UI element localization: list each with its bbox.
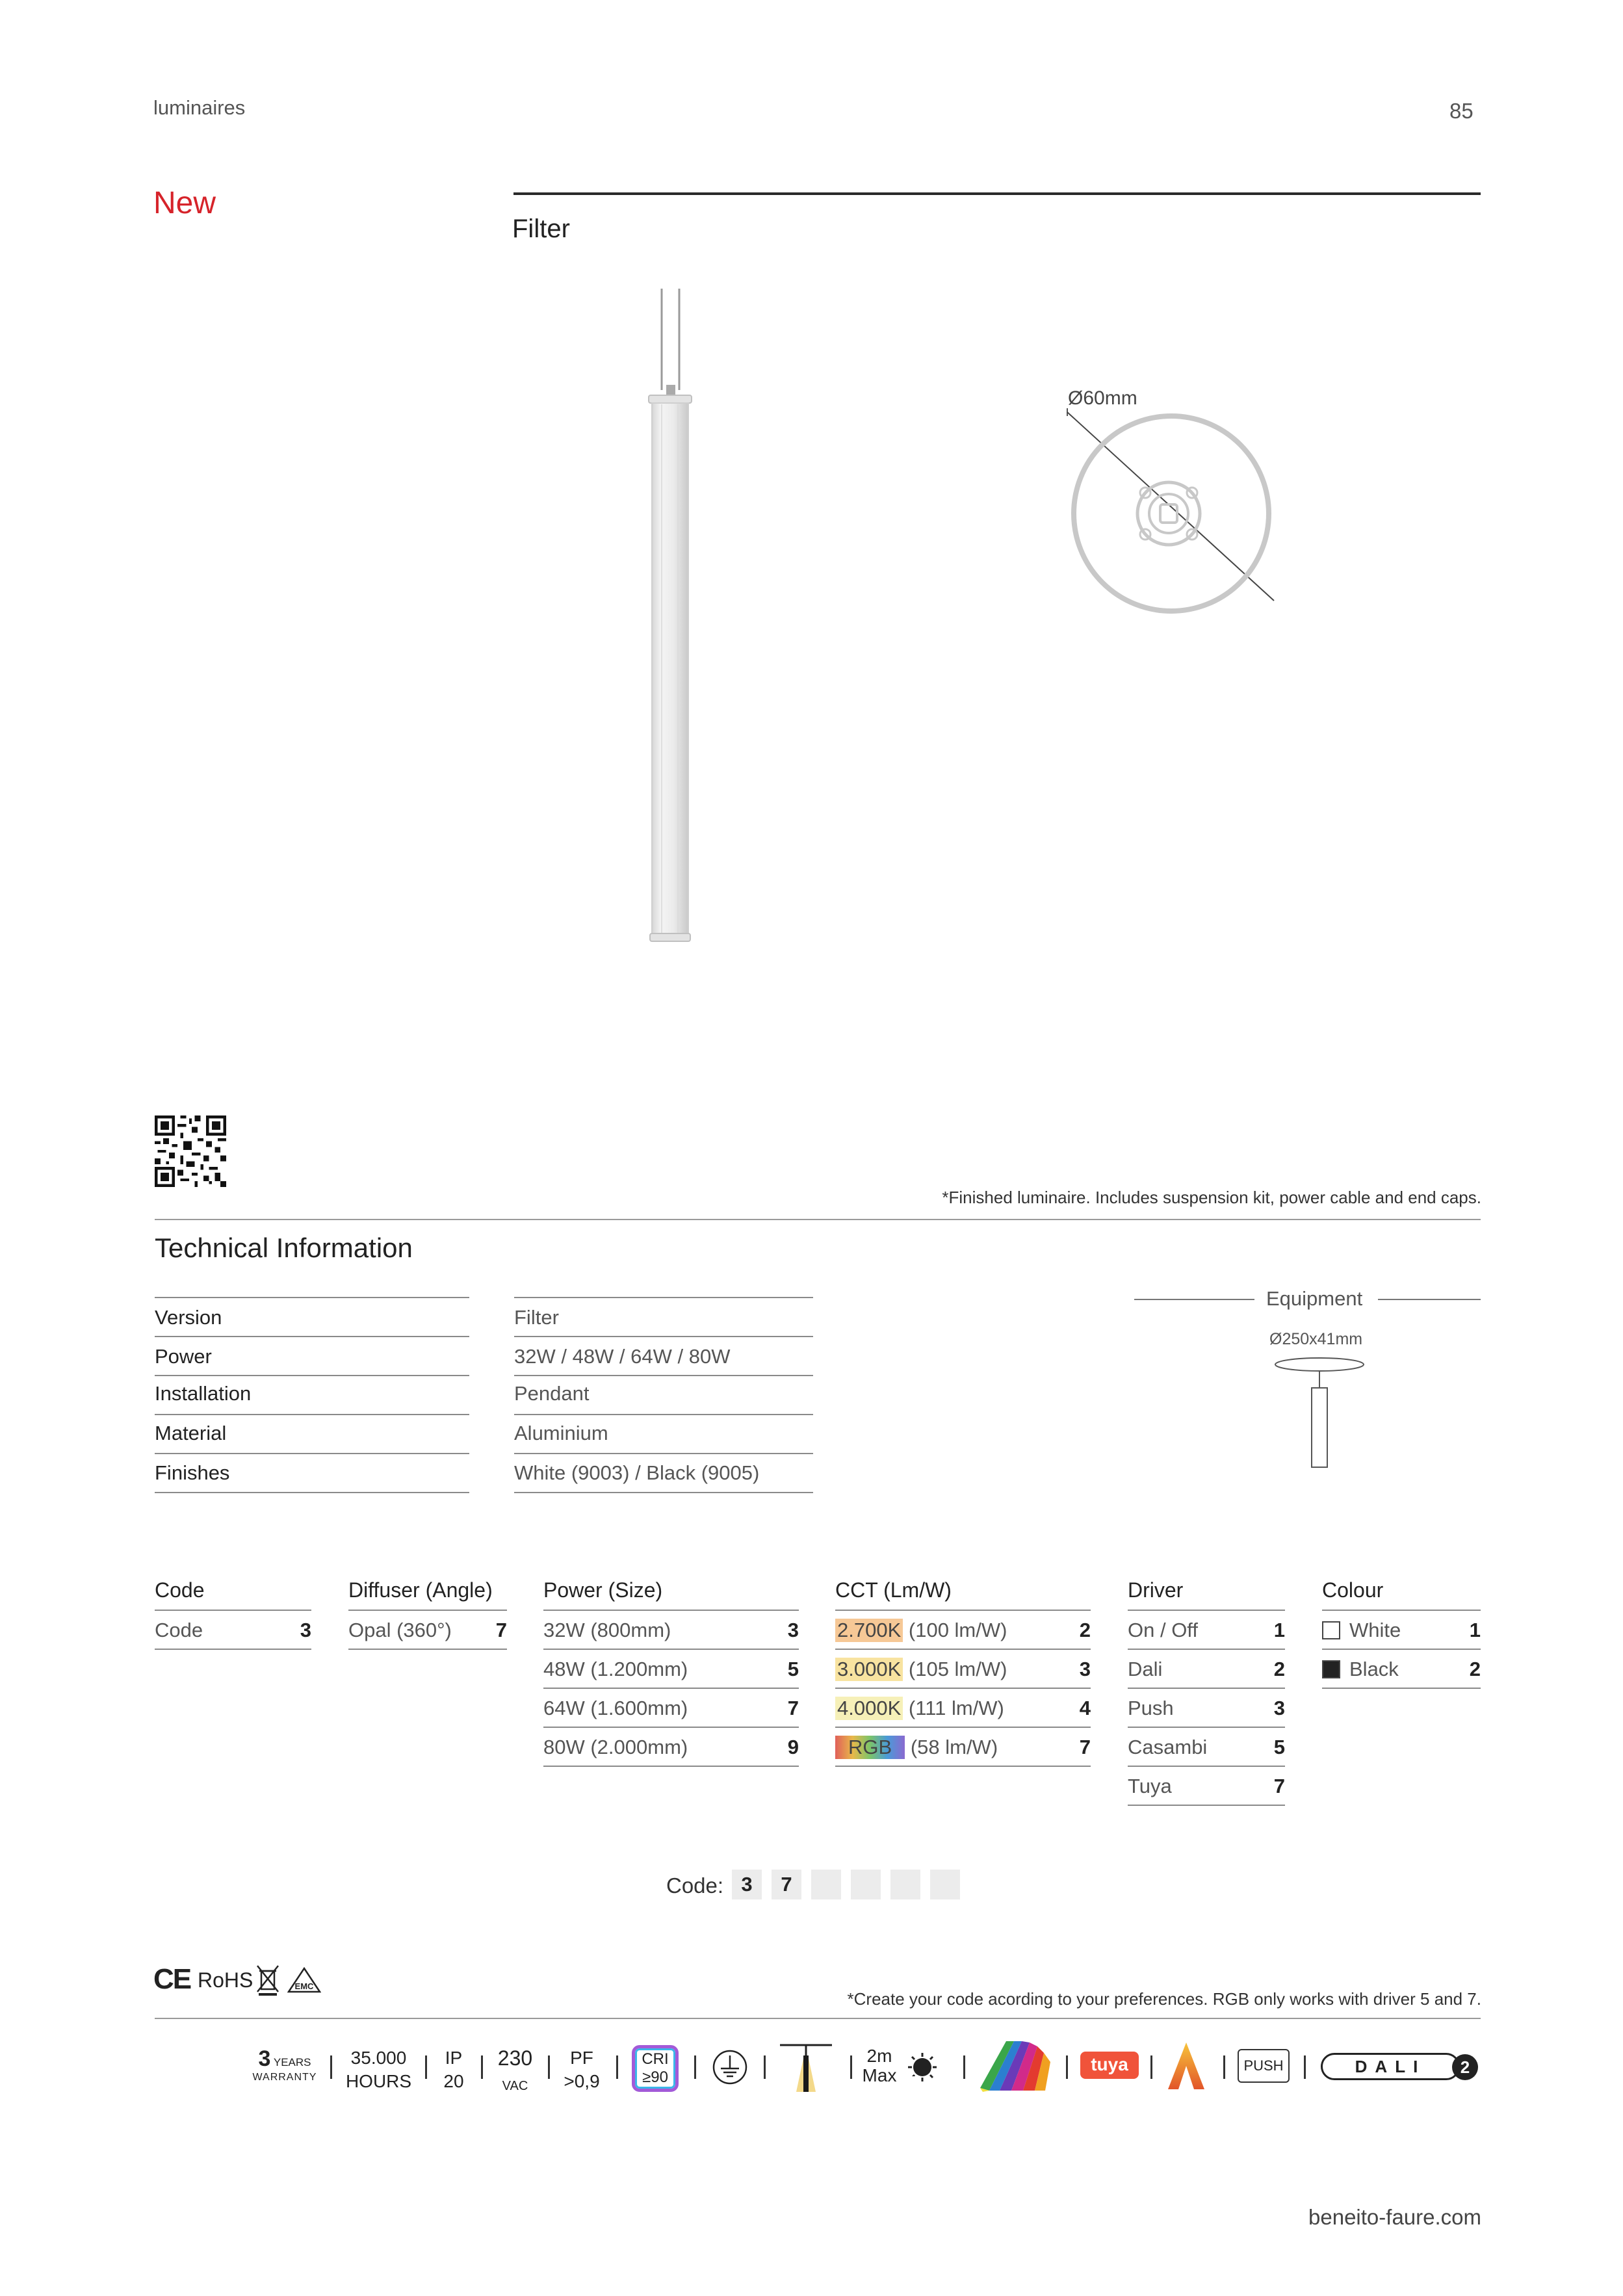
- spec-divider: [514, 1492, 813, 1493]
- product-title: Filter: [512, 215, 570, 243]
- rgb-colour-fan-icon: [978, 2039, 1053, 2092]
- option-code: 2: [1273, 1658, 1285, 1680]
- option-code: 3: [1079, 1658, 1091, 1680]
- weee-bin-icon: [255, 1963, 281, 1997]
- voltage-label: VAC: [502, 2079, 528, 2093]
- code-slot[interactable]: [930, 1870, 960, 1899]
- cct-efficacy: (100 lm/W): [908, 1619, 1007, 1641]
- cct-chip: 3.000K: [835, 1658, 903, 1681]
- icon-separator: [616, 2055, 618, 2079]
- spec-value: Aluminium: [514, 1422, 608, 1444]
- tech-divider: [155, 1219, 1481, 1220]
- dali-logo: DALI: [1321, 2053, 1460, 2080]
- icon-separator: [694, 2055, 696, 2079]
- option-label: Push: [1128, 1697, 1174, 1719]
- cri-value: ≥90: [642, 2068, 668, 2086]
- rohs-mark: RoHS: [198, 1968, 253, 1992]
- table-row[interactable]: [1128, 1649, 1285, 1688]
- option-label: 80W (2.000mm): [543, 1736, 688, 1758]
- hours-label: HOURS: [345, 2071, 412, 2091]
- icon-separator: [1304, 2055, 1306, 2079]
- dimmable-gear-icon: [900, 2046, 939, 2085]
- option-code: 1: [1273, 1619, 1285, 1641]
- option-code: 7: [1273, 1775, 1285, 1797]
- cross-section-drawing: [1053, 384, 1287, 618]
- emc-mark-icon: [287, 1967, 321, 1993]
- equipment-dimension: Ø250x41mm: [1269, 1330, 1363, 1348]
- option-label: [1322, 1619, 1401, 1642]
- icon-separator: [1150, 2055, 1152, 2079]
- icon-separator: [963, 2055, 965, 2079]
- hours-value: 35.000: [350, 2048, 407, 2068]
- cable-length-label: Max: [862, 2065, 897, 2085]
- qr-code[interactable]: [155, 1115, 226, 1187]
- white-swatch: [1322, 1621, 1340, 1639]
- icon-separator: [1066, 2055, 1068, 2079]
- option-code: 2: [1079, 1619, 1091, 1641]
- page-number: 85: [1449, 99, 1474, 123]
- voltage-value: 230: [497, 2046, 533, 2070]
- cct-chip: RGB: [835, 1736, 905, 1759]
- option-label: On / Off: [1128, 1619, 1198, 1641]
- cct-efficacy: (105 lm/W): [908, 1658, 1007, 1680]
- spec-label: Installation: [155, 1382, 252, 1405]
- icon-separator: [481, 2055, 483, 2079]
- table-row[interactable]: [155, 1610, 311, 1650]
- table-row[interactable]: [543, 1688, 799, 1727]
- bottom-divider: [155, 2018, 1481, 2019]
- icon-separator: [1223, 2055, 1225, 2079]
- icon-separator: [764, 2055, 766, 2079]
- code-slot[interactable]: 7: [772, 1870, 801, 1899]
- table-row[interactable]: [1128, 1610, 1285, 1649]
- spec-label: Material: [155, 1422, 227, 1444]
- warranty-label: WARRANTY: [252, 2072, 317, 2083]
- emc-mark-text: EMC: [294, 1981, 314, 1991]
- spec-divider: [155, 1492, 469, 1493]
- table-row[interactable]: [543, 1610, 799, 1649]
- cct-column: [835, 1610, 1091, 1767]
- option-code: 9: [787, 1736, 799, 1758]
- pf-value: >0,9: [564, 2071, 600, 2091]
- finished-note: *Finished luminaire. Includes suspension kit, power cable and end caps.: [942, 1188, 1481, 1207]
- spec-row-installation: [155, 1374, 812, 1413]
- table-row[interactable]: [1128, 1688, 1285, 1727]
- option-code: 3: [1273, 1697, 1285, 1719]
- cable-length-badge: [859, 2046, 900, 2085]
- option-label: Casambi: [1128, 1736, 1208, 1758]
- table-row[interactable]: [348, 1610, 507, 1650]
- table-row[interactable]: [1322, 1649, 1481, 1689]
- option-code: 3: [300, 1619, 311, 1641]
- option-code: 2: [1469, 1658, 1481, 1680]
- black-swatch: [1322, 1660, 1340, 1678]
- table-row[interactable]: [835, 1649, 1091, 1688]
- table-row[interactable]: [835, 1727, 1091, 1767]
- product-image: [585, 286, 793, 1001]
- option-label: Dali: [1128, 1658, 1163, 1680]
- dali-version: 2: [1452, 2054, 1478, 2080]
- create-code-note: *Create your code acording to your preferences. RGB only works with driver 5 and 7.: [847, 1989, 1481, 2009]
- equipment-title: Equipment: [1266, 1287, 1363, 1310]
- option-code: 7: [1079, 1736, 1091, 1758]
- table-row[interactable]: [835, 1688, 1091, 1727]
- code-slot[interactable]: [851, 1870, 881, 1899]
- option-label: Tuya: [1128, 1775, 1172, 1797]
- option-code: 7: [495, 1619, 507, 1641]
- title-rule: [513, 192, 1481, 195]
- ce-mark-icon: CE: [153, 1963, 191, 1995]
- ip-rating-badge: [434, 2046, 473, 2093]
- icon-separator: [330, 2055, 332, 2079]
- option-label: [835, 1736, 998, 1759]
- equipment-drawing: [1271, 1355, 1368, 1472]
- code-slot[interactable]: 3: [732, 1870, 762, 1899]
- new-badge: New: [153, 186, 216, 220]
- cct-chip: 2.700K: [835, 1619, 903, 1642]
- option-label: [835, 1619, 1007, 1642]
- code-slot[interactable]: [811, 1870, 841, 1899]
- cct-efficacy: (58 lm/W): [910, 1736, 998, 1758]
- spec-label: Power: [155, 1345, 212, 1368]
- spec-value: White (9003) / Black (9005): [514, 1461, 760, 1484]
- option-code: 3: [787, 1619, 799, 1641]
- ip-label: IP: [445, 2048, 463, 2068]
- warranty-badge: [252, 2046, 317, 2083]
- option-label: [835, 1658, 1007, 1681]
- push-badge: PUSH: [1238, 2049, 1290, 2083]
- pf-label: PF: [570, 2048, 593, 2068]
- option-code: 5: [787, 1658, 799, 1680]
- table-row[interactable]: [835, 1610, 1091, 1649]
- ip-value: 20: [443, 2071, 464, 2091]
- option-label: 64W (1.600mm): [543, 1697, 688, 1719]
- cct-efficacy: (111 lm/W): [908, 1697, 1004, 1719]
- power-factor-badge: [556, 2046, 608, 2093]
- driver-column: [1128, 1610, 1285, 1806]
- light-beam-icon: [777, 2041, 835, 2093]
- spec-label: Finishes: [155, 1461, 230, 1484]
- warranty-years: YEARS: [273, 2056, 311, 2068]
- spec-value: Pendant: [514, 1382, 590, 1405]
- equipment-rule: [1378, 1299, 1481, 1300]
- option-label: 48W (1.200mm): [543, 1658, 688, 1680]
- code-column: [155, 1610, 311, 1650]
- option-code: 5: [1273, 1736, 1285, 1758]
- col-header-colour: Colour: [1322, 1578, 1384, 1602]
- table-row[interactable]: [1128, 1766, 1285, 1806]
- table-row[interactable]: [543, 1727, 799, 1767]
- col-header-code: Code: [155, 1578, 205, 1602]
- colour-column: [1322, 1610, 1481, 1689]
- spec-row-power: [155, 1337, 812, 1376]
- col-header-cct: CCT (Lm/W): [835, 1578, 952, 1602]
- cri-badge: [632, 2045, 679, 2092]
- spec-value: Filter: [514, 1306, 559, 1329]
- icon-separator: [548, 2055, 550, 2079]
- equipment-rule: [1134, 1299, 1254, 1300]
- col-header-driver: Driver: [1128, 1578, 1184, 1602]
- casambi-logo-icon: [1165, 2041, 1207, 2091]
- col-header-power: Power (Size): [543, 1578, 663, 1602]
- colour-name: Black: [1349, 1658, 1399, 1680]
- tech-info-title: Technical Information: [155, 1233, 413, 1263]
- cri-label: CRI: [642, 2050, 669, 2068]
- spec-row-finishes: [155, 1454, 812, 1493]
- table-row[interactable]: [1322, 1610, 1481, 1649]
- icon-separator: [850, 2055, 852, 2079]
- option-label: [1322, 1658, 1399, 1681]
- lifetime-hours-badge: [341, 2046, 416, 2093]
- warranty-number: 3: [258, 2046, 271, 2071]
- spec-row-material: [155, 1414, 812, 1453]
- table-row[interactable]: [543, 1649, 799, 1688]
- cable-length-value: 2m: [866, 2046, 892, 2066]
- section-label: luminaires: [153, 96, 246, 119]
- spec-row-version: [155, 1298, 812, 1337]
- code-builder-label: Code:: [666, 1873, 724, 1898]
- spec-value: 32W / 48W / 64W / 80W: [514, 1345, 731, 1368]
- colour-name: White: [1349, 1619, 1401, 1641]
- cct-chip: 4.000K: [835, 1697, 903, 1720]
- option-label: 32W (800mm): [543, 1619, 671, 1641]
- table-row[interactable]: [1128, 1727, 1285, 1766]
- option-code: 7: [787, 1697, 799, 1719]
- footer-url[interactable]: beneito-faure.com: [1308, 2205, 1481, 2229]
- option-code: 4: [1079, 1697, 1091, 1719]
- option-code: 1: [1469, 1619, 1481, 1641]
- code-slot[interactable]: [890, 1870, 920, 1899]
- option-label: [835, 1697, 1004, 1720]
- diameter-label: Ø60mm: [1068, 387, 1137, 409]
- col-header-diffuser: Diffuser (Angle): [348, 1578, 493, 1602]
- option-label: Code: [155, 1619, 203, 1641]
- earth-ground-icon: [712, 2049, 748, 2085]
- diffuser-column: [348, 1610, 507, 1650]
- voltage-badge: [491, 2046, 539, 2099]
- tuya-logo: tuya: [1080, 2052, 1139, 2079]
- icon-separator: [425, 2055, 427, 2079]
- spec-label: Version: [155, 1306, 222, 1329]
- power-column: [543, 1610, 799, 1767]
- option-label: Opal (360°): [348, 1619, 452, 1641]
